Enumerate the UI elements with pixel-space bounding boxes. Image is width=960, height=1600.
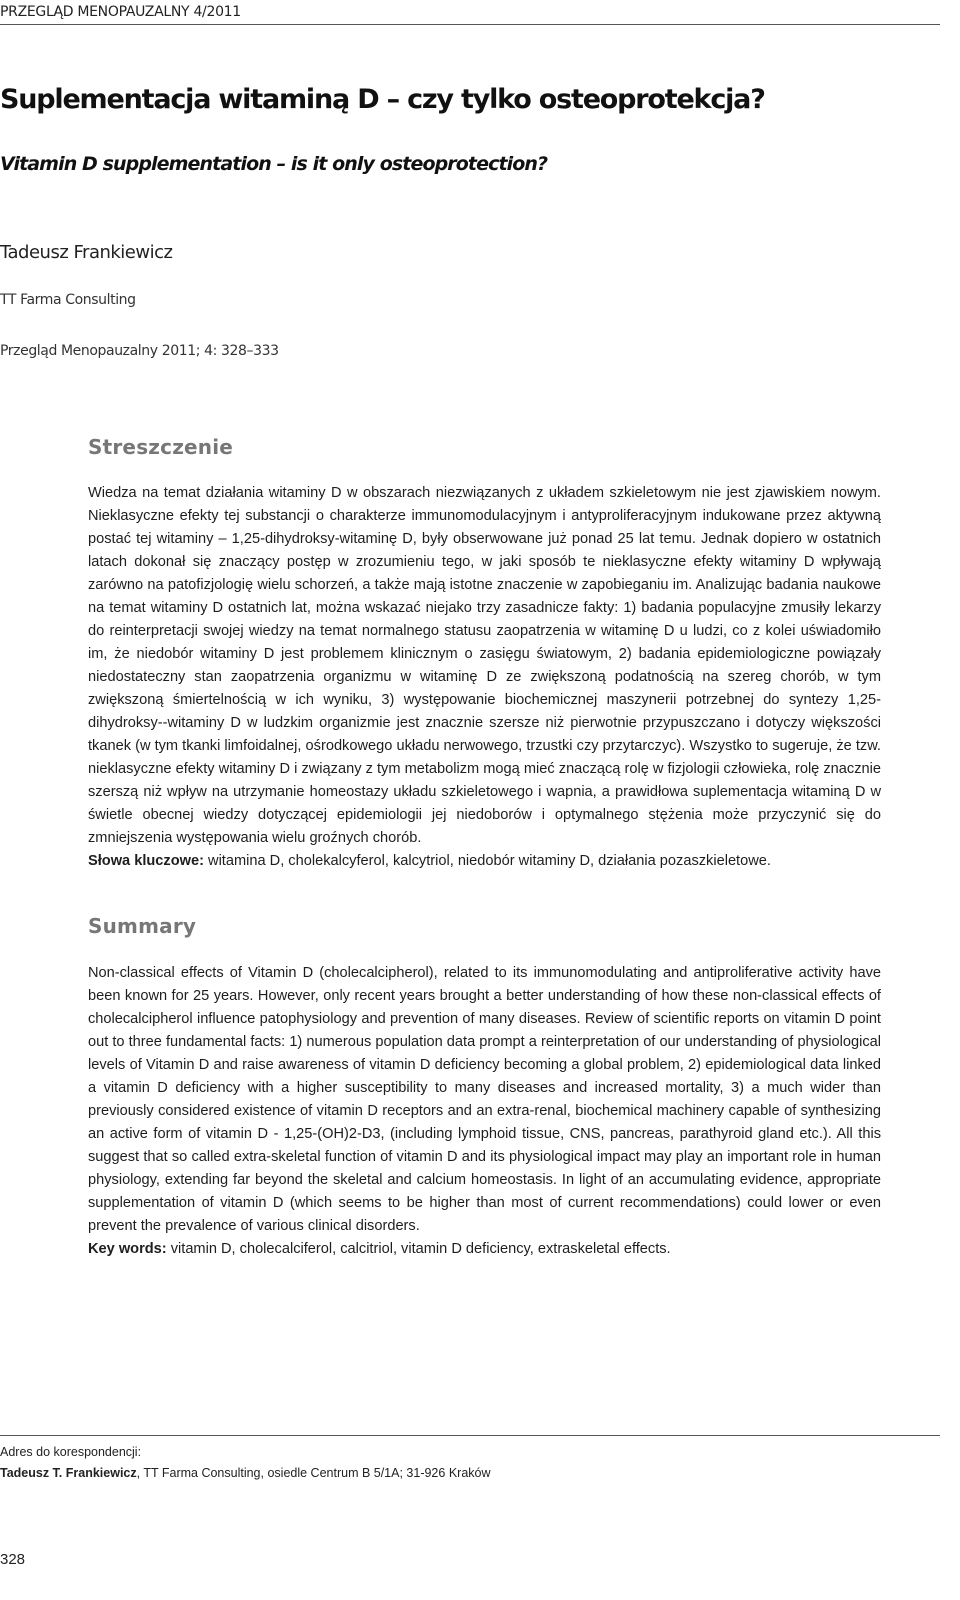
journal-title: PRZEGLĄD MENOPAUZALNY 4/2011 — [0, 4, 241, 20]
author-affiliation: TT Farma Consulting — [0, 292, 136, 308]
abstract-english-text: Non-classical effects of Vitamin D (cholecalcipherol), related to its immunomodulating and antiproliferative activity have been known for 25 years. However, only recent years brought a better understanding of how these non-classical effects of cholecalcipherol influence patophysiology and prevention of many diseases. Review of scientific reports on vitamin D point out to three fundamental facts: 1) numerous population data prompt a reinterpretation of our understanding of physiological levels of Vitamin D and raise awareness of vitamin D deficiency becoming a global problem, 2) epidemiological data linked a vitamin D deficiency with a higher susceptibility to many diseases and increased mortality, 3) a much wider than previously considered existence of vitamin D receptors and an extra-renal, biochemical machinery capable of synthesizing an active form of vitamin D - 1,25-(OH)2-D3, (including lymphoid tissue, CNS, pancreas, parathyroid gland etc.). All this suggest that so called extra-skeletal function of vitamin D and its physiological impact may play an important role in human physiology, extending far beyond the skeletal and calcium homeostasis. In light of an accumulating evidence, appropriate supplementation of vitamin D (which seems to be higher than most of current recommendations) could lower or even prevent the prevalence of various clinical disorders. — [88, 965, 881, 1234]
keywords-polish-label: Słowa kluczowe: — [88, 853, 204, 869]
keywords-english — [60, 1238, 881, 1261]
author-name: Tadeusz Frankiewicz — [0, 242, 173, 263]
keywords-english-label: Key words: — [88, 1241, 167, 1257]
keywords-polish-values: witamina D, cholekalcyferol, kalcytriol, niedobór witaminy D, działania pozaszkieletowe. — [203, 853, 771, 869]
abstract-heading-polish: Streszczenie — [88, 435, 234, 459]
footer-divider — [0, 1435, 940, 1436]
correspondence-name: Tadeusz T. Frankiewicz — [0, 1466, 137, 1480]
abstract-polish-text: Wiedza na temat działania witaminy D w obszarach niezwiązanych z układem szkieletowym nie jest zjawiskiem nowym. Nieklasyczne efekty tej substancji o charakterze immunomodulacyjnym i antyproliferacyjnym indukowane przez aktywną postać tej witaminy – 1,25-dihydroksy-witaminę D, były obserwowane już ponad 25 lat temu. Jednak dopiero w ostatnich latach dokonał się znaczący postęp w zrozumieniu tego, w jaki sposób te nieklasyczne efekty witaminy D wpływają zarówno na patofizjologię wielu schorzeń, a także mają istotne znaczenie w zapobieganiu im. Analizując badania naukowe na temat witaminy D ostatnich lat, można wskazać niejako trzy zasadnicze fakty: 1) badania populacyjne zmusiły lekarzy do reinterpretacji swojej wiedzy na temat normalnego statusu zaopatrzenia w witaminę D u ludzi, co z kolei uświadomiło im, że niedobór witaminy D jest problemem klinicznym o zasięgu światowym, 2) badania epidemiologiczne powiązały niedostateczny stan zaopatrzenia organizmu w witaminę D ze zwiększoną podatnością na szereg chorób, w tym zwiększoną śmiertelnością w ich wyniku, 3) występowanie biochemicznej maszynerii potrzebnej do syntezy 1,25-dihydroksy--witaminy D w ludzkim organizmie jest znacznie szersze niż pierwotnie przypuszczano i dotyczy większości tkanek (w tym tkanki limfoidalnej, ośrodkowego układu nerwowego, trzustki czy przytarczyc). Wszystko to sugeruje, że tzw. nieklasyczne efekty witaminy D i związany z tym metabolizm mogą mieć znaczącą rolę w fizjologii człowieka, rolę znacznie szerszą niż wpływ na utrzymanie homeostazy układu szkieletowego i wapnia, a prawidłowa suplementacja witaminą D w świetle obecnej wiedzy dotyczącej epidemiologii jej niedoborów i optymalnego stężenia może przyczynić się do zmniejszenia występowania wielu groźnych chorób. — [88, 485, 881, 846]
journal-header — [0, 0, 940, 20]
citation: Przegląd Menopauzalny 2011; 4: 328–333 — [0, 343, 279, 359]
correspondence-address — [0, 1466, 491, 1480]
header-divider — [0, 24, 940, 25]
page-number: 328 — [0, 1551, 26, 1568]
keywords-polish — [60, 850, 881, 873]
article-title-polish: Suplementacja witaminą D – czy tylko osteoprotekcja? — [0, 84, 765, 115]
abstract-heading-english: Summary — [88, 914, 197, 938]
correspondence-label: Adres do korespondencji: — [0, 1445, 142, 1459]
keywords-english-values: vitamin D, cholecalciferol, calcitriol, vitamin D deficiency, extraskeletal effects. — [166, 1241, 671, 1257]
abstract-english — [60, 962, 881, 1261]
abstract-polish — [60, 482, 881, 873]
article-title-english: Vitamin D supplementation – is it only osteoprotection? — [0, 153, 548, 175]
correspondence-address-text: , TT Farma Consulting, osiedle Centrum B 5/1A; 31-926 Kraków — [136, 1466, 491, 1480]
